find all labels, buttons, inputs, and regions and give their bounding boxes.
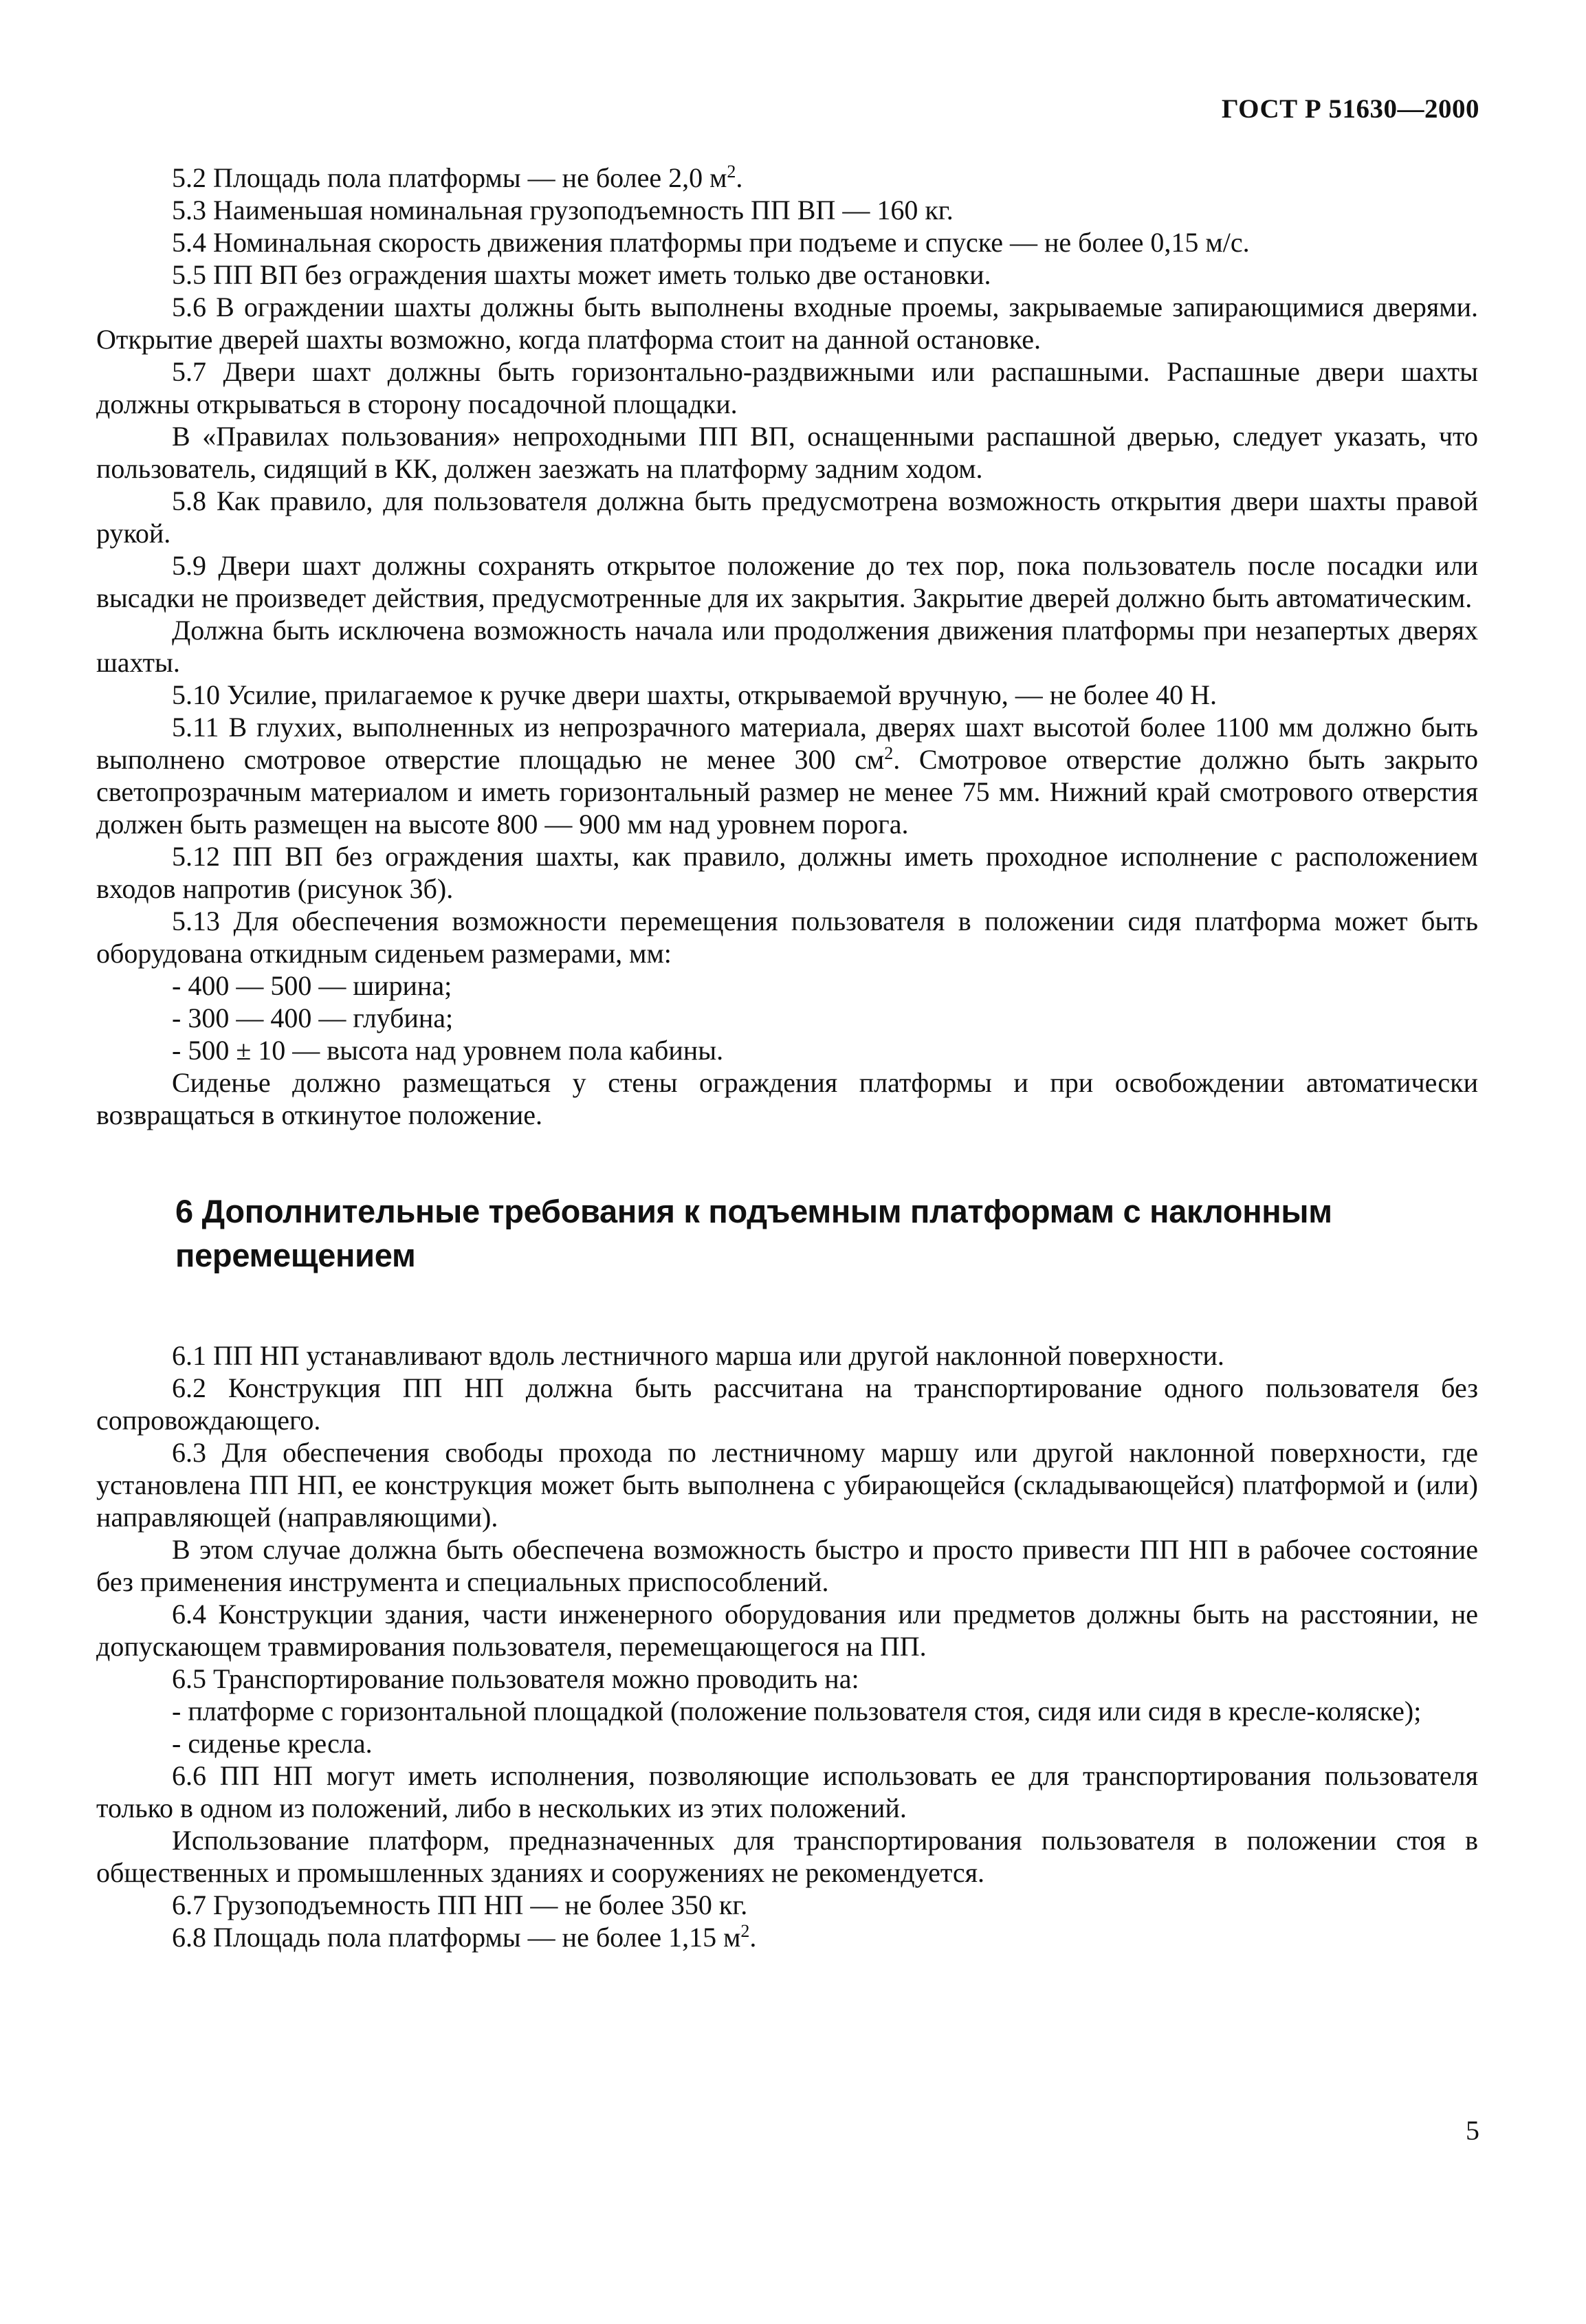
paragraph: - 400 — 500 — ширина; xyxy=(172,970,452,1001)
paragraph: 5.12 ПП ВП без ограждения шахты, как правило, должны иметь проходное исполнение с расположением входов напротив (рисунок 3б). xyxy=(96,841,1478,904)
paragraph: 5.11 В глухих, выполненных из непрозрачного материала, дверях шахт высотой более 1100 мм должно быть выполнено смотровое отверстие площадью не менее 300 $см^2$. Смотровое отверстие должно быть закрыто светопрозрачным материалом и иметь горизонтальный размер не менее 75 мм. Нижний край смотрового отверстия должен быть размещен на высоте 800 — 900 мм над уровнем порога. xyxy=(96,712,1478,840)
paragraph: 5.2 Площадь пола платформы — не более 2,0 $м^2$. xyxy=(172,162,743,193)
section-5-paragraphs xyxy=(96,162,1478,1131)
paragraph: 6.1 ПП НП устанавливают вдоль лестничного марша или другой наклонной поверхности. xyxy=(172,1340,1224,1371)
paragraph: В «Правилах пользования» непроходными ПП ВП, оснащенными распашной дверью, следует указать, что пользователь, сидящий в КК, должен заезжать на платформу задним ходом. xyxy=(96,421,1478,484)
paragraph: 6.4 Конструкции здания, части инженерного оборудования или предметов должны быть на расстоянии, не допускающем травмирования пользователя, перемещающегося на ПП. xyxy=(96,1599,1478,1662)
paragraph: 6.5 Транспортирование пользователя можно проводить на: xyxy=(172,1663,859,1694)
document-header: ГОСТ Р 51630—2000 xyxy=(1221,94,1479,124)
paragraph: 6.3 Для обеспечения свободы прохода по лестничному маршу или другой наклонной поверхности, где установлена ПП НП, ее конструкция может быть выполнена с убирающейся (складывающейся) платформой и (или) направляющей (направляющими). xyxy=(96,1437,1478,1533)
paragraph: В этом случае должна быть обеспечена возможность быстро и просто привести ПП НП в рабочее состояние без применения инструмента и специальных приспособлений. xyxy=(96,1534,1478,1597)
paragraph: Использование платформ, предназначенных для транспортирования пользователя в положении стоя в общественных и промышленных зданиях и сооружениях не рекомендуется. xyxy=(96,1825,1478,1888)
paragraph: 6.6 ПП НП могут иметь исполнения, позволяющие использовать ее для транспортирования пользователя только в одном из положений, либо в нескольких из этих положений. xyxy=(96,1760,1478,1823)
paragraph: 5.10 Усилие, прилагаемое к ручке двери шахты, открываемой вручную, — не более 40 Н. xyxy=(172,679,1218,710)
paragraph: Сиденье должно размещаться у стены ограждения платформы и при освобождении автоматически возвращаться в откинутое положение. xyxy=(96,1067,1478,1130)
paragraph: 6.2 Конструкция ПП НП должна быть рассчитана на транспортирование одного пользователя без сопровождающего. xyxy=(96,1372,1478,1436)
page-number: 5 xyxy=(1466,2115,1479,2146)
paragraph: 5.7 Двери шахт должны быть горизонтально-раздвижными или распашными. Распашные двери шахты должны открываться в сторону посадочной площадки. xyxy=(96,356,1478,419)
document-body xyxy=(96,162,1478,1953)
paragraph: 5.8 Как правило, для пользователя должна быть предусмотрена возможность открытия двери шахты правой рукой. xyxy=(96,485,1478,549)
paragraph: - сиденье кресла. xyxy=(172,1728,373,1759)
paragraph: 6.7 Грузоподъемность ПП НП — не более 350 кг. xyxy=(172,1889,748,1920)
paragraph: Должна быть исключена возможность начала или продолжения движения платформы при незапертых дверях шахты. xyxy=(96,615,1478,678)
paragraph: - 300 — 400 — глубина; xyxy=(172,1002,454,1033)
section-6-paragraphs xyxy=(96,1339,1478,1953)
paragraph: 5.9 Двери шахт должны сохранять открытое положение до тех пор, пока пользователь после посадки или высадки не произведет действия, предусмотренные для их закрытия. Закрытие дверей должно быть автоматическим. xyxy=(96,550,1478,613)
paragraph: 5.4 Номинальная скорость движения платформы при подъеме и спуске — не более 0,15 м/с. xyxy=(172,227,1250,258)
paragraph: 5.5 ПП ВП без ограждения шахты может иметь только две остановки. xyxy=(172,259,991,290)
paragraph: 5.3 Наименьшая номинальная грузоподъемность ПП ВП — 160 кг. xyxy=(172,195,954,226)
paragraph: - платформе с горизонтальной площадкой (положение пользователя стоя, сидя или сидя в кресле-коляске); xyxy=(172,1696,1422,1726)
paragraph: 5.6 В ограждении шахты должны быть выполнены входные проемы, закрываемые запирающимися дверями. Открытие дверей шахты возможно, когда платформа стоит на данной остановке. xyxy=(96,292,1478,355)
paragraph: 5.13 Для обеспечения возможности перемещения пользователя в положении сидя платформа может быть оборудована откидным сиденьем размерами, мм: xyxy=(96,906,1478,969)
paragraph: 6.8 Площадь пола платформы — не более 1,15 $м^2$. xyxy=(172,1921,757,1953)
section-6-title: 6 Дополнительные требования к подъемным платформам с наклонным перемещением xyxy=(175,1193,1332,1273)
paragraph: - 500 ± 10 — высота над уровнем пола кабины. xyxy=(172,1035,724,1066)
